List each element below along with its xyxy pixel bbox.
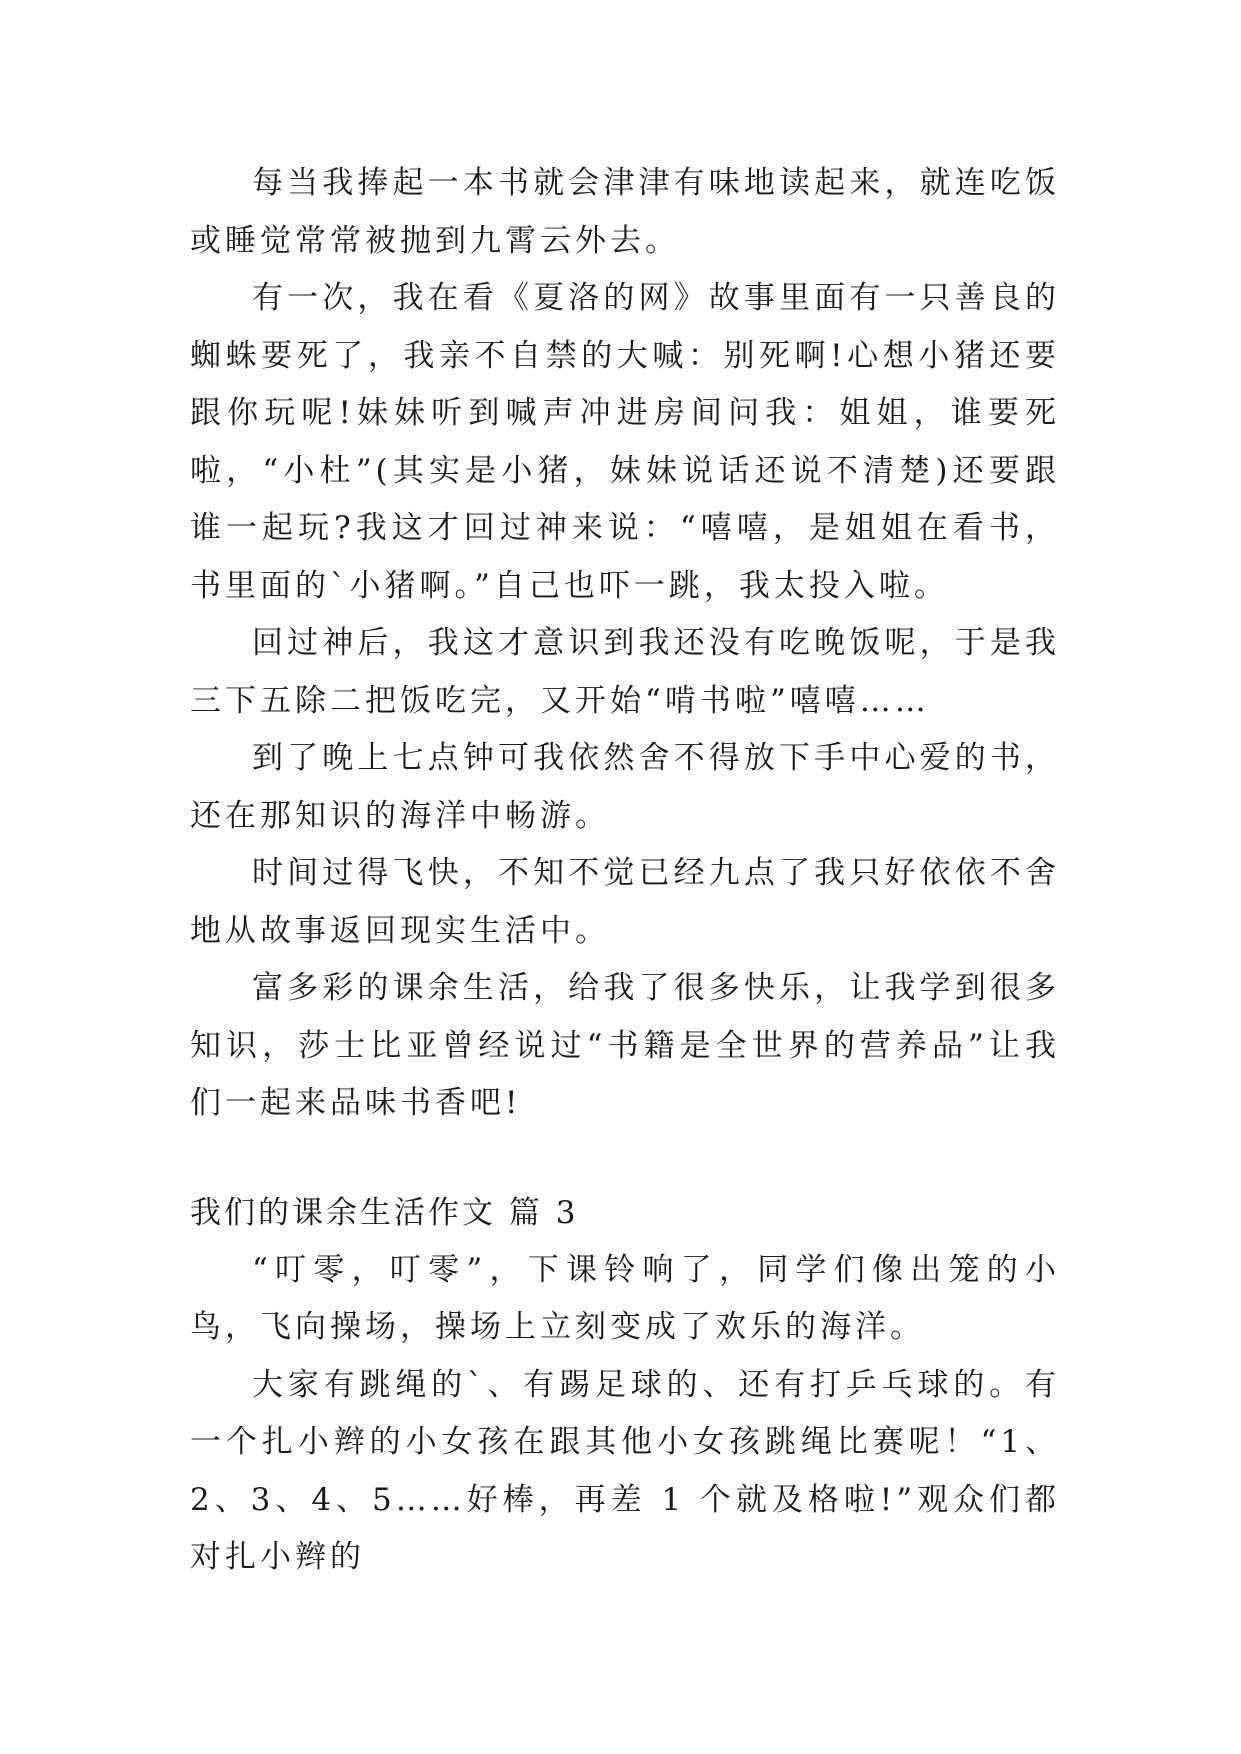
paragraph-charlottes-web: 有一次，我在看《夏洛的网》故事里面有一只善良的蜘蛛要死了，我亲不自禁的大喊：别死啊!心想小猪还要跟你玩呢!妹妹听到喊声冲进房间问我：姐姐，谁要死啦，“小杜”(其实是小猪，妹妹说话还说不清楚)还要跟谁一起玩?我这才回过神来说：“嘻嘻，是姐姐在看书，书里面的`小猪啊。”自己也吓一跳，我太投入啦。	[190, 280, 1060, 604]
paragraph-playground-activities: 大家有跳绳的`、有踢足球的、还有打乒乓球的。有一个扎小辫的小女孩在跟其他小女孩跳绳比赛呢！“1、2、3、4、5……好棒，再差 1 个就及格啦!”观众们都对扎小辫的	[190, 1366, 1060, 1575]
paragraph-nine-oclock: 时间过得飞快，不知不觉已经九点了我只好依依不舍地从故事返回现实生活中。	[190, 855, 1060, 949]
paragraph-reading-habit: 每当我捧起一本书就会津津有味地读起来，就连吃饭或睡觉常常被抛到九霄云外去。	[190, 165, 1060, 259]
paragraph-dinner: 回过神后，我这才意识到我还没有吃晚饭呢，于是我三下五除二把饭吃完，又开始“啃书啦”嘻嘻……	[190, 625, 1060, 719]
section-heading: 我们的课余生活作文 篇 3	[190, 1194, 579, 1231]
paragraph-bell-rings: “叮零，叮零”，下课铃响了，同学们像出笼的小鸟，飞向操场，操场上立刻变成了欢乐的海洋。	[190, 1251, 1060, 1345]
paragraph-seven-oclock: 到了晚上七点钟可我依然舍不得放下手中心爱的书，还在那知识的海洋中畅游。	[190, 740, 1060, 834]
document-page	[190, 155, 1060, 1587]
paragraph-conclusion: 富多彩的课余生活，给我了很多快乐，让我学到很多知识，莎士比亚曾经说过“书籍是全世界的营养品”让我们一起来品味书香吧!	[190, 970, 1060, 1121]
